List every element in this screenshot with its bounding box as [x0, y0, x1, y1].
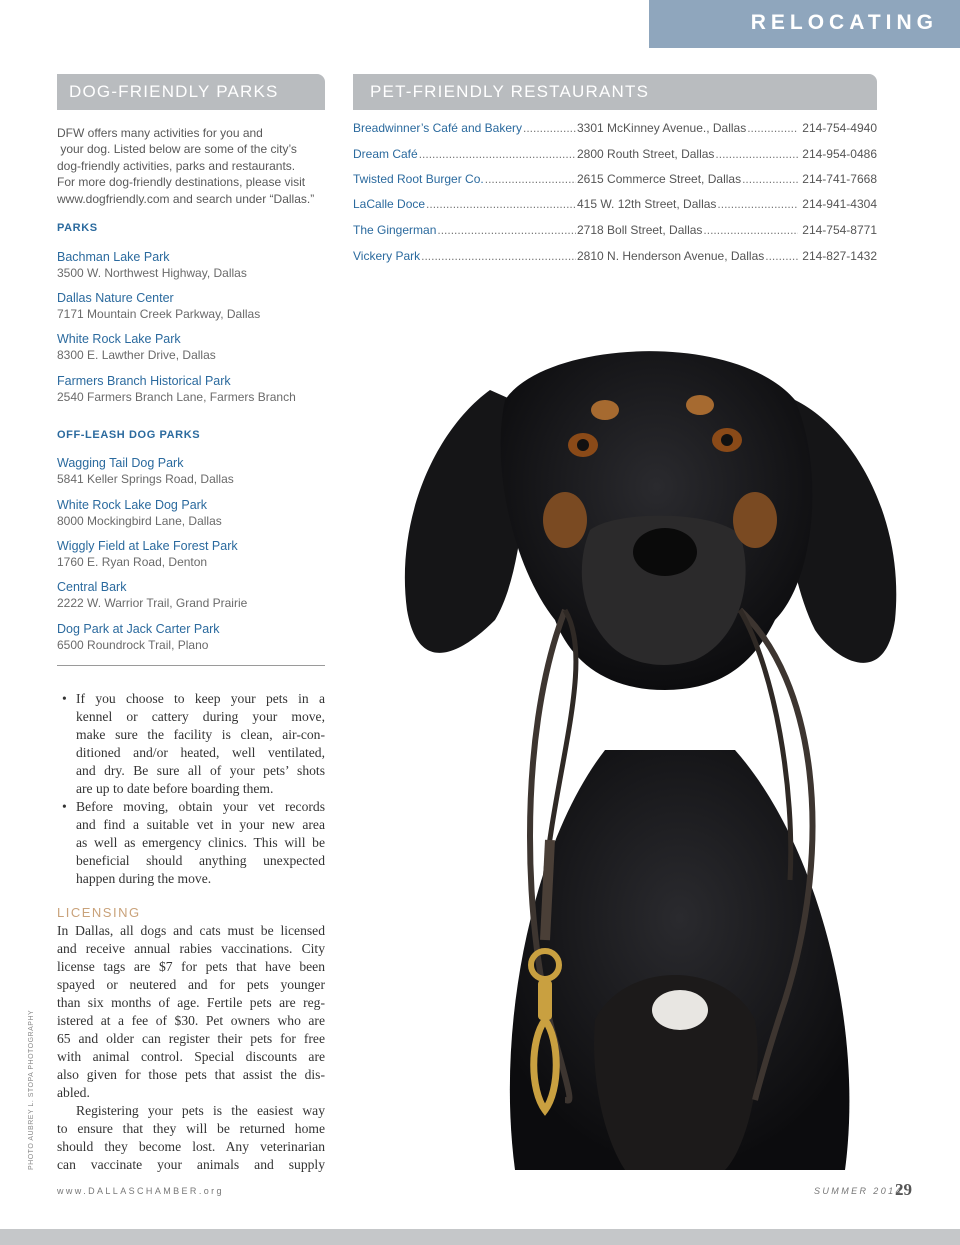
- park-name[interactable]: Bachman Lake Park: [57, 250, 170, 264]
- park-name[interactable]: Farmers Branch Historical Park: [57, 374, 231, 388]
- footer-url[interactable]: www.DALLASCHAMBER.org: [57, 1186, 224, 1196]
- dog-photo: [395, 320, 945, 1170]
- dogpark-entry: [57, 497, 327, 529]
- dogpark-address: 8000 Mockingbird Lane, Dallas: [57, 514, 222, 528]
- tip-line: are up to date before boarding them.: [76, 781, 274, 796]
- tip-line: as well as emergency clinics. This will be: [76, 835, 325, 850]
- park-entry: [57, 373, 327, 405]
- dogpark-name[interactable]: Wiggly Field at Lake Forest Park: [57, 539, 238, 553]
- restaurant-name[interactable]: Twisted Root Burger Co.: [353, 172, 484, 186]
- body-line: abled.: [57, 1085, 90, 1100]
- parks-intro: [57, 125, 319, 207]
- dogpark-address: 2222 W. Warrior Trail, Grand Prairie: [57, 596, 248, 610]
- body-line: and receive annual rabies vaccinations. City: [57, 941, 325, 956]
- restaurant-address: 2800 Routh Street, Dallas: [577, 147, 715, 161]
- section-tab: RELOCATING: [649, 0, 960, 48]
- dogpark-address: 5841 Keller Springs Road, Dallas: [57, 472, 234, 486]
- restaurant-address: 415 W. 12th Street, Dallas: [577, 197, 717, 211]
- dogpark-entry: [57, 579, 327, 611]
- restaurant-phone: 214-741-7668: [802, 172, 877, 186]
- tip-line: and find a suitable vet in your new area: [76, 817, 325, 832]
- page-number: 29: [895, 1180, 912, 1199]
- licensing-heading: LICENSING: [57, 905, 141, 920]
- dogpark-address: 1760 E. Ryan Road, Denton: [57, 555, 208, 569]
- leader-dots: [747, 121, 798, 139]
- restaurant-phone: 214-954-0486: [802, 147, 877, 161]
- park-address: 2540 Farmers Branch Lane, Farmers Branch: [57, 390, 296, 404]
- body-line: istered at a fee of $30. Pet owners who are: [57, 1013, 325, 1028]
- restaurant-row: [353, 172, 877, 190]
- dogpark-name[interactable]: White Rock Lake Dog Park: [57, 498, 208, 512]
- park-name[interactable]: White Rock Lake Park: [57, 332, 181, 346]
- tip-line: ditioned and/or heated, well ventilated,: [76, 745, 325, 760]
- parks-box-header: DOG-FRIENDLY PARKS: [57, 74, 325, 110]
- tips-list: [57, 690, 325, 888]
- leader-dots: [717, 197, 798, 215]
- body-line: also given for those pets that assist the dis-: [57, 1067, 325, 1082]
- bullet-icon: •: [62, 799, 67, 814]
- restaurant-name[interactable]: Dream Café: [353, 147, 418, 161]
- restaurant-address: 2718 Boll Street, Dallas: [577, 223, 703, 237]
- restaurant-row: [353, 223, 877, 241]
- leader-dots: [426, 197, 576, 215]
- leader-dots: [419, 147, 576, 165]
- body-line: should they become lost. Any veterinarian: [57, 1139, 325, 1154]
- restaurant-row: [353, 197, 877, 215]
- intro-line: For more dog-friendly destinations, please visit: [57, 175, 306, 190]
- bottom-bar: [0, 1229, 960, 1245]
- park-address: 7171 Mountain Creek Parkway, Dallas: [57, 307, 261, 321]
- body-line: license tags are $7 for pets that have been: [57, 959, 325, 974]
- restaurant-phone: 214-827-1432: [802, 249, 877, 263]
- leader-dots: [485, 172, 576, 190]
- leader-dots: [703, 223, 798, 241]
- tip-line: beneficial should anything unexpected: [76, 853, 325, 868]
- restaurant-name[interactable]: The Gingerman: [353, 223, 437, 237]
- body-line: with animal control. Special discounts are: [57, 1049, 325, 1064]
- body-line: Registering your pets is the easiest way: [76, 1103, 325, 1118]
- dogpark-name[interactable]: Dog Park at Jack Carter Park: [57, 622, 220, 636]
- restaurants-box-header: PET-FRIENDLY RESTAURANTS: [353, 74, 877, 110]
- dogpark-entry: [57, 538, 327, 570]
- restaurant-row: [353, 121, 877, 139]
- leader-dots: [421, 249, 576, 267]
- dogpark-name[interactable]: Wagging Tail Dog Park: [57, 456, 184, 470]
- body-line: 65 and older can register their pets for free: [57, 1031, 325, 1046]
- intro-line: your dog. Listed below are some of the city’s: [57, 142, 297, 157]
- tip-item: [57, 690, 325, 798]
- restaurant-phone: 214-754-8771: [802, 223, 877, 237]
- restaurant-address: 2615 Commerce Street, Dallas: [577, 172, 742, 186]
- park-name[interactable]: Dallas Nature Center: [57, 291, 174, 305]
- dogpark-entry: [57, 621, 327, 653]
- tip-line: Before moving, obtain your vet records: [76, 799, 325, 814]
- restaurant-phone: 214-941-4304: [802, 197, 877, 211]
- offleash-label: OFF-LEASH DOG PARKS: [57, 429, 201, 441]
- licensing-body: [57, 922, 325, 1174]
- photo-credit: PHOTO AUBREY L. STOPA PHOTOGRAPHY: [28, 1009, 35, 1170]
- leader-dots: [715, 147, 798, 165]
- dogpark-address: 6500 Roundrock Trail, Plano: [57, 638, 209, 652]
- park-entry: [57, 290, 327, 322]
- leader-dots: [742, 172, 798, 190]
- restaurant-address: 2810 N. Henderson Avenue, Dallas: [577, 249, 765, 263]
- leader-dots: [765, 249, 798, 267]
- tip-line: make sure the facility is clean, air-con-: [76, 727, 325, 742]
- dogpark-entry: [57, 455, 327, 487]
- park-entry: [57, 331, 327, 363]
- bullet-icon: •: [62, 691, 67, 706]
- park-address: 8300 E. Lawther Drive, Dallas: [57, 348, 216, 362]
- restaurant-name[interactable]: Vickery Park: [353, 249, 421, 263]
- restaurant-row: [353, 249, 877, 267]
- intro-line: dog-friendly activities, parks and restaurants.: [57, 158, 296, 173]
- tip-line: kennel or cattery during your move,: [76, 709, 325, 724]
- tip-line: happen during the move.: [76, 871, 212, 886]
- restaurant-row: [353, 147, 877, 165]
- leader-dots: [523, 121, 576, 139]
- intro-line: www.dogfriendly.com and search under “Dallas.”: [57, 191, 315, 206]
- tip-line: If you choose to keep your pets in a: [76, 691, 325, 706]
- park-entry: [57, 249, 327, 281]
- restaurant-phone: 214-754-4940: [802, 121, 877, 135]
- tip-item: [57, 798, 325, 888]
- dogpark-name[interactable]: Central Bark: [57, 580, 127, 594]
- footer-issue: SUMMER 2014: [814, 1186, 903, 1196]
- leader-dots: [437, 223, 576, 241]
- restaurant-name[interactable]: LaCalle Doce: [353, 197, 426, 211]
- park-address: 3500 W. Northwest Highway, Dallas: [57, 266, 247, 280]
- restaurant-name[interactable]: Breadwinner’s Café and Bakery: [353, 121, 522, 135]
- body-line: can vaccinate your animals and supply: [57, 1157, 325, 1172]
- restaurant-address: 3301 McKinney Avenue., Dallas: [577, 121, 747, 135]
- body-line: than six months of age. Fertile pets are reg-: [57, 995, 325, 1010]
- body-line: In Dallas, all dogs and cats must be licensed: [57, 923, 325, 938]
- tip-line: and dry. Be sure all of your pets’ shots: [76, 763, 325, 778]
- body-line: to ensure that they will be returned home: [57, 1121, 325, 1136]
- body-line: spayed or neutered and for pets younger: [57, 977, 325, 992]
- divider: [57, 665, 325, 666]
- parks-label: PARKS: [57, 222, 98, 234]
- intro-line: DFW offers many activities for you and: [57, 126, 263, 140]
